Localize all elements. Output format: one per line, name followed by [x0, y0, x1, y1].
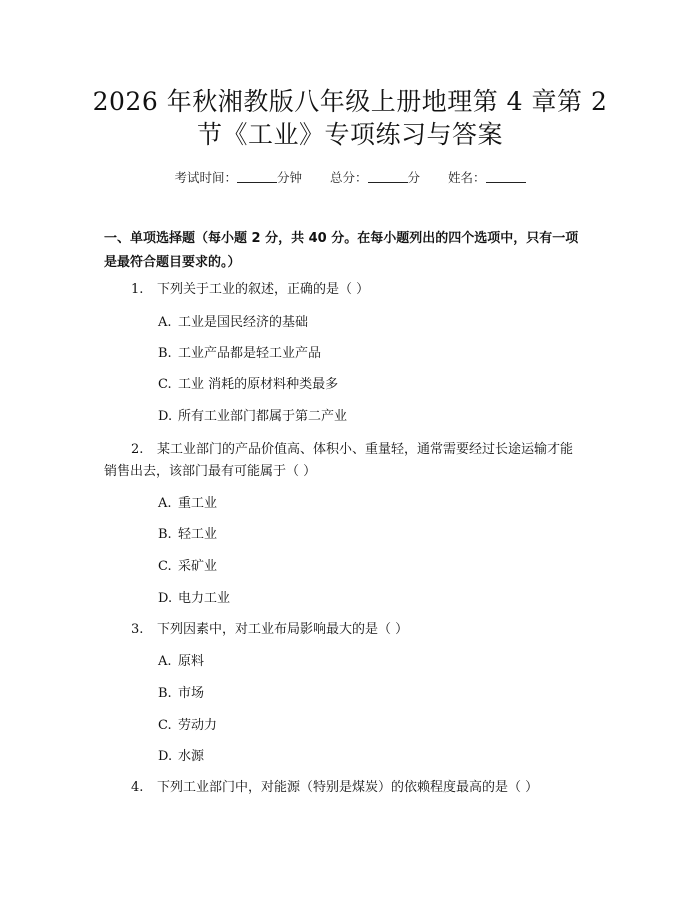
option-text: 工业 消耗的原材料种类最多: [178, 377, 339, 392]
option-letter: B.: [158, 346, 172, 361]
option-text: 采矿业: [178, 559, 218, 574]
question-stem-line2: 销售出去，该部门最有可能属于（ ）: [104, 464, 317, 479]
option-text: 原料: [178, 654, 205, 669]
question-stem: 下列工业部门中，对能源（特别是煤炭）的依赖程度最高的是（ ）: [157, 780, 539, 795]
question-2-option-c: [158, 555, 217, 579]
question-1: [131, 278, 369, 302]
question-2: [131, 438, 573, 462]
option-letter: C.: [158, 377, 172, 392]
question-3-option-a: [158, 650, 204, 674]
document-title-line1: 2026 年秋湘教版八年级上册地理第 4 章第 2: [92, 87, 608, 116]
option-text: 所有工业部门都属于第二产业: [178, 409, 348, 424]
question-4: [131, 776, 538, 800]
option-letter: D.: [158, 409, 173, 424]
question-3: [131, 618, 408, 642]
option-text: 劳动力: [178, 718, 218, 733]
option-letter: D.: [158, 591, 173, 606]
question-1-option-b: [158, 342, 321, 366]
option-text: 电力工业: [178, 591, 231, 606]
question-3-option-d: [158, 745, 204, 769]
question-3-option-c: [158, 714, 217, 738]
exam-time-unit: 分钟: [277, 170, 303, 185]
total-score-label: 总分：: [329, 170, 368, 185]
question-number: 4.: [131, 780, 144, 795]
total-score-unit: 分: [407, 170, 421, 185]
option-text: 轻工业: [178, 527, 218, 542]
section-heading-line2: 是最符合题目要求的。）: [104, 255, 241, 270]
question-2-option-b: [158, 523, 217, 547]
section-heading-line1: 一、单项选择题（每小题 2 分，共 40 分。在每小题列出的四个选项中，只有一项: [104, 231, 579, 246]
name-label: 姓名：: [447, 170, 486, 185]
option-letter: B.: [158, 527, 172, 542]
question-1-option-c: [158, 373, 338, 397]
question-1-option-a: [158, 311, 308, 335]
name-blank: [486, 170, 526, 183]
option-text: 工业产品都是轻工业产品: [178, 346, 322, 361]
option-letter: C.: [158, 559, 172, 574]
document-title-line2: 节《工业》专项练习与答案: [196, 120, 503, 149]
question-2-option-a: [158, 492, 217, 516]
question-number: 1.: [131, 282, 144, 297]
option-letter: A.: [158, 496, 172, 511]
total-score-blank: [368, 170, 408, 183]
option-letter: D.: [158, 749, 173, 764]
exam-info-line: [0, 168, 700, 186]
option-text: 水源: [178, 749, 205, 764]
question-3-option-b: [158, 682, 204, 706]
question-stem: 下列关于工业的叙述，正确的是（ ）: [157, 282, 370, 297]
option-text: 重工业: [178, 496, 218, 511]
question-number: 3.: [131, 622, 144, 637]
option-letter: B.: [158, 686, 172, 701]
question-number: 2.: [131, 442, 144, 457]
option-text: 市场: [178, 686, 205, 701]
question-stem: 下列因素中，对工业布局影响最大的是（ ）: [157, 622, 409, 637]
option-letter: A.: [158, 654, 172, 669]
question-stem-line1: 某工业部门的产品价值高、体积小、重量轻，通常需要经过长途运输才能: [157, 442, 574, 457]
option-letter: C.: [158, 718, 172, 733]
exam-time-label: 考试时间：: [174, 170, 237, 185]
option-letter: A.: [158, 315, 172, 330]
question-2-option-d: [158, 587, 230, 611]
option-text: 工业是国民经济的基础: [178, 315, 309, 330]
question-1-option-d: [158, 405, 347, 429]
question-2-continuation: [104, 460, 316, 484]
exam-time-blank: [237, 170, 277, 183]
